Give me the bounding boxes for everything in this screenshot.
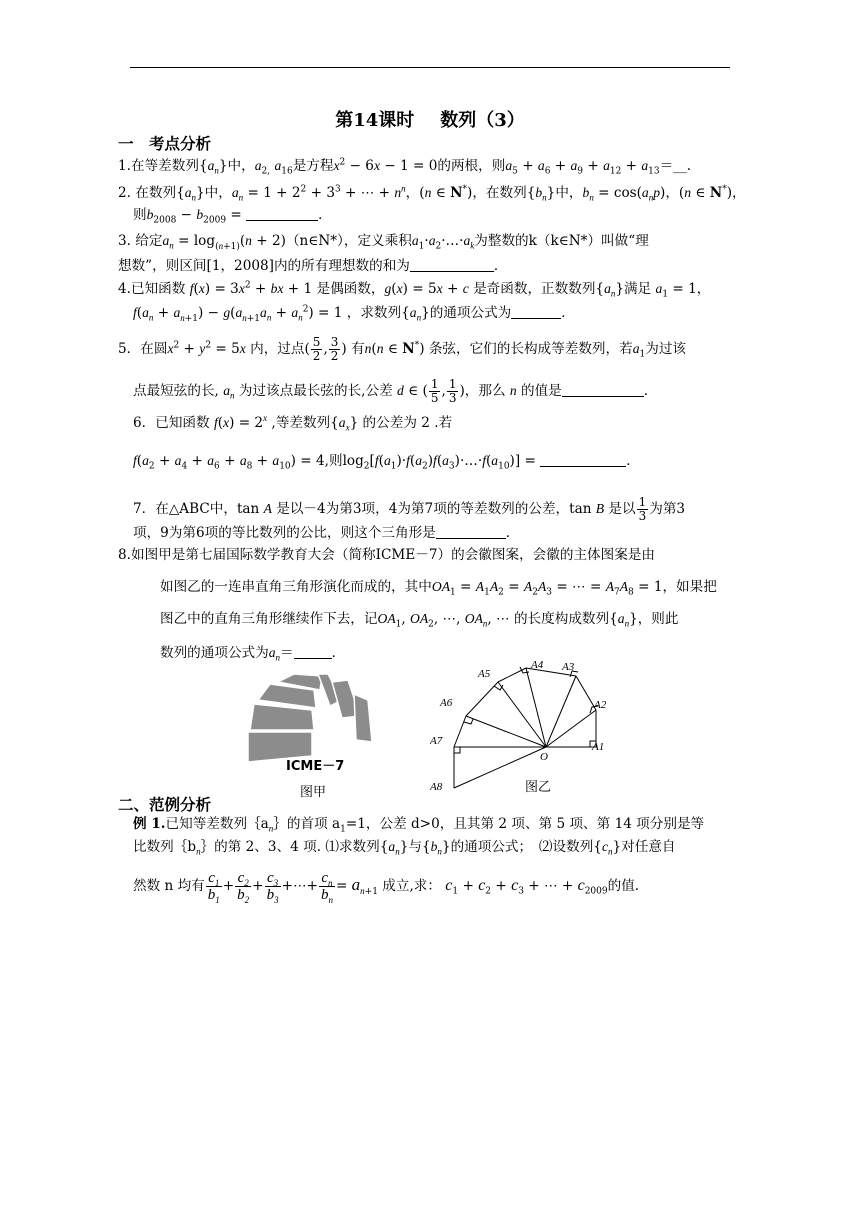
- point-label: A2: [594, 699, 607, 711]
- question-5-line-2: 点最短弦的长, $a_n$ 为过该点最长弦的长,公差 d ∈ ( $\frac{1}{5}$ , $\frac{1}{3}$ )，那么 n 的值是 ．: [133, 377, 658, 405]
- example-1-line-3: 然数 n 均有 $\frac{c_1}{b_1}$ + $\frac{c_2}{b_2}$ + $\frac{c_3}{b_3}$ +⋯+ $\frac{c_n}{b_n}$ = $a_{n+1}$ 成立,求： $c_1 + c_2 + c_3$ + ⋯ + $c_{2009}$的值.: [133, 870, 640, 905]
- icme-label: ICME－7: [286, 759, 345, 774]
- question-7-line-2: 项，9为第6项的等比数列的公比，则这个三角形是 ．: [133, 525, 520, 541]
- point-label: O: [540, 751, 548, 763]
- point-label: A5: [478, 668, 491, 680]
- question-8-line-2: 如图乙的一连串直角三角形演化而成的，其中$OA_1 = A_1A_2 = A_2A_3$ = ⋯ = $A_7A_8 = 1$，如果把: [160, 579, 717, 598]
- figure-a-caption: 图甲: [300, 785, 327, 800]
- question-4-line-2: $f(a_n + a_{n+1}) - g(a_{n+1}a_n + a_n^2) = 1$ ，求数列$\{a_n\}$的通项公式为 ．: [133, 304, 575, 324]
- point-label: A6: [440, 697, 453, 709]
- emblem-segment: [354, 694, 372, 742]
- point-label: A1: [592, 741, 605, 753]
- header-rule: [130, 67, 730, 68]
- question-2-line-1: 2. 在数列$\{a_n\}$中，$a_n = 1 + 2^2 + 3^3$ + ⋯ + $n^n$，(n ∈ N*)，在数列$\{b_n\}$中，$b_n = \cos(a_np)$，(n ∈ N*)，: [118, 183, 746, 203]
- question-8-line-1: 8.如图甲是第七届国际数学教育大会（简称ICME－7）的会徽图案，会徽的主体图案是由: [118, 547, 656, 563]
- question-3-line-2: 想数”，则区间[1，2008]内的所有理想数的和为 ．: [118, 258, 508, 274]
- page-title: [0, 106, 860, 132]
- question-3-line-1: 3. 给定$a_n = \log_{(n+1)}(n$ + 2)（n∈N*），定义乘积$a_1\cdot a_2\cdot\dots\cdot a_k$为整数的k（k∈N*）叫做“理: [118, 233, 649, 252]
- question-6-line-1: 6．已知函数 $f(x) = 2^x$ ,等差数列$\{a_x\}$ 的公差为 2 .若: [133, 413, 453, 433]
- example-1-line-2: 比数列$\{b_n\}$的第 2、3、4 项. ⑴求数列$\{a_n\}$与$\{b_n\}$的通项公式； ⑵设数列$\{c_n\}$对任意自: [133, 839, 676, 857]
- answer-blank[interactable]: [294, 645, 332, 659]
- question-8-line-4: 数列的通项公式为$a_n=$ ．: [160, 645, 346, 663]
- point-label: A7: [430, 735, 443, 747]
- question-7-line-1: 7．在△ABC中，tan A 是以－4为第3项，4为第7项的等差数列的公差，tan B 是以 $\frac{1}{3}$ 为第3: [133, 495, 686, 523]
- lesson-topic: 数列（3）: [440, 110, 525, 131]
- question-6-line-2: $f(a_2 + a_4 + a_6 + a_8 + a_{10}) = 4$,则$\log_2[f(a_1)\cdot f(a_2)f(a_3)\cdot\dots\cdot f(a_{10})]$ = ．: [133, 453, 640, 472]
- question-8-line-3: 图乙中的直角三角形继续作下去，记$OA_1$, $OA_2$, ⋯, $OA_n$, ⋯ 的长度构成数列$\{a_n\}$，则此: [160, 611, 679, 630]
- answer-blank[interactable]: [511, 305, 561, 319]
- answer-blank[interactable]: [410, 258, 494, 272]
- icme-emblem-figure: [232, 670, 382, 765]
- question-4-line-1: 4.已知函数 $f(x) = 3x^2$ + bx + 1 是偶函数，g(x) = 5x + c 是奇函数，正数数列$\{a_n\}$满足 $a_1 = 1$，: [118, 280, 711, 300]
- point-label: A3: [562, 661, 575, 673]
- answer-blank[interactable]: [562, 383, 644, 397]
- section-heading-examples: 二、范例分析: [118, 795, 212, 814]
- question-1: 1.在等差数列$\{a_n\}$中，$a_{2,}$ $a_{16}$是方程$x^2 - 6x - 1 = 0$的两根，则$a_5 + a_6 + a_9 + a_{12}$ + $a_{13}=\_\_$.: [118, 157, 692, 177]
- answer-blank[interactable]: [540, 453, 626, 467]
- point-label: A8: [430, 781, 443, 793]
- point-label: A4: [531, 659, 544, 671]
- answer-blank[interactable]: [246, 207, 318, 221]
- lesson-number: 第14课时: [335, 110, 415, 131]
- question-5-line-1: 5．在圆$x^2 + y^2 = 5x$ 内，过点( $\frac{5}{2}$ , $\frac{3}{2}$ ) 有n(n ∈ N*) 条弦，它们的长构成等差数列，若$a_1$为过该: [118, 335, 687, 363]
- figure-b-caption: 图乙: [525, 780, 552, 795]
- question-2-line-2: 则$b_{2008} - b_{2009}$ = ．: [133, 207, 332, 226]
- section-heading-analysis: 一 考点分析: [118, 134, 212, 153]
- answer-blank[interactable]: [436, 525, 506, 539]
- example-1-line-1: 例 1.已知等差数列$\{a_n\}$的首项 $a_1=1$，公差 d>0，且其第 2 项、第 5 项、第 14 项分别是等: [133, 816, 705, 835]
- right-triangle-spiral-figure: [430, 650, 610, 795]
- emblem-segment: [250, 704, 314, 730]
